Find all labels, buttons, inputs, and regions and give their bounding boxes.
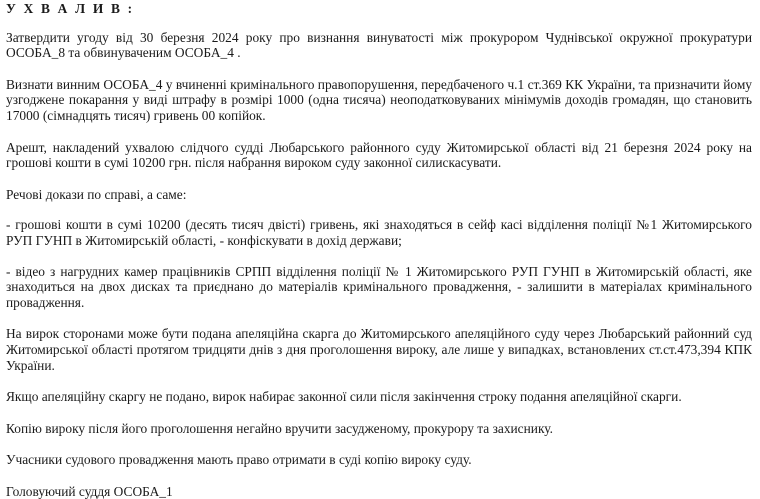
paragraph-evidence-money: - грошові кошти в сумі 10200 (десять тисяч двісті) гривень, які знаходяться в сейф касі відділення поліції №1 Житомирського РУП ГУНП в Житомирській області, - конфіскувати в дохід держави; xyxy=(6,217,752,248)
paragraph-appeal-effect: Якщо апеляційну скаргу не подано, вирок набирає законної сили після закінчення строку подання апеляційної скарги. xyxy=(6,389,682,405)
paragraph-arrest-cancel: Арешт, накладений ухвалою слідчого судді Любарського районного суду Житомирської області від 21 березня 2024 року на грошові кошти в сумі 10200 грн. після набрання вироком суду законної силискасувати. xyxy=(6,139,752,171)
paragraph-evidence-video: - відео з нагрудних камер працівників СРПП відділення поліції № 1 Житомирського РУП ГУНП в Житомирській області, яке знаходиться на двох дисках та приєднано до матеріалів кримінального провадження, - залишити в матеріалах кримінального провадження. xyxy=(6,263,752,310)
paragraph-approve-agreement: Затвердити угоду від 30 березня 2024 року про визнання винуватості між прокурором Чуднівської окружної прокуратури ОСОБА_8 та обвинуваченим ОСОБА_4 . xyxy=(6,29,752,61)
paragraph-participants-copy: Учасники судового провадження мають право отримати в суді копію вироку суду. xyxy=(6,452,472,468)
paragraph-copy-handover: Копію вироку після його проголошення негайно вручити засудженому, прокурору та захиснику. xyxy=(6,420,553,436)
paragraph-evidence-intro: Речові докази по справі, а саме: xyxy=(6,186,187,202)
paragraph-appeal-right: На вирок сторонами може бути подана апеляційна скарга до Житомирського апеляційного суду через Любарський районний суд Житомирської області протягом тридцяти днів з дня проголошення вироку, але лише у випадках, встановлених ст.ст.473,394 КПК України. xyxy=(6,326,752,373)
presiding-judge-signature: Головуючий суддя ОСОБА_1 xyxy=(6,483,173,499)
resolution-heading: У Х В А Л И В : xyxy=(6,1,135,16)
paragraph-verdict-guilty: Визнати винним ОСОБА_4 у вчиненні кримінального правопорушення, передбаченого ч.1 ст.369 КК України, та призначити йому узгоджене покарання у виді штрафу в розмірі 1000 (одна тисяча) неоподатковуваних мінімумів доходів громадян, що становить 17000 (сімнадцять тисяч) гривень 00 копійок. xyxy=(6,76,752,123)
